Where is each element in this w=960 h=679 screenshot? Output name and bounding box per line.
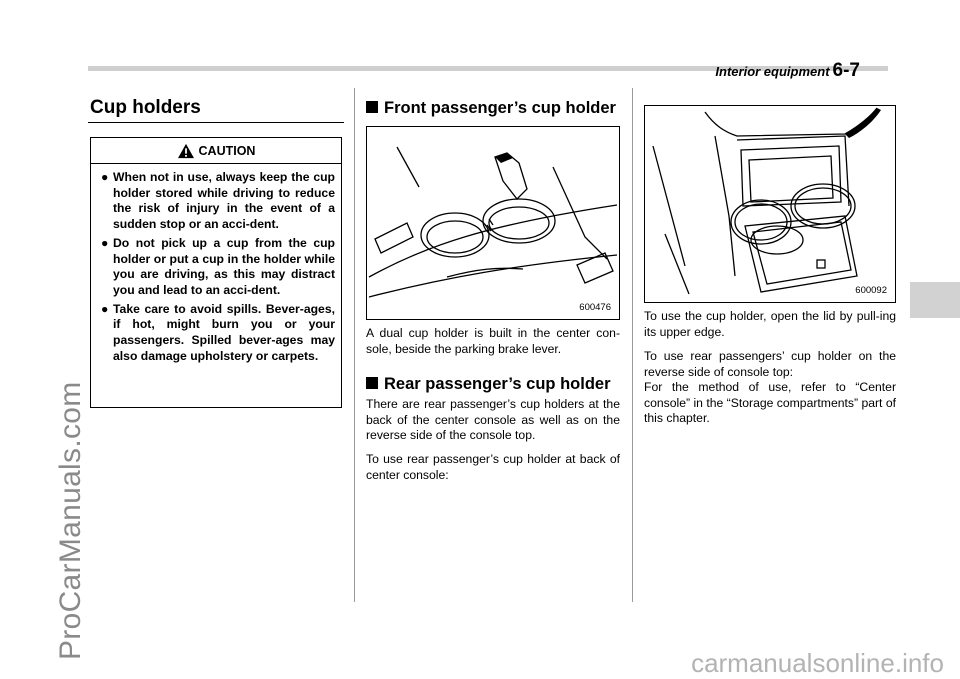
caution-item	[99, 236, 335, 299]
front-heading-text: Front passenger’s cup holder	[384, 99, 616, 117]
caution-box	[90, 137, 342, 408]
front-cup-holder-figure	[366, 126, 620, 320]
rear-heading-text: Rear passenger’s cup holder	[384, 375, 611, 393]
rear-heading	[366, 375, 611, 394]
front-cup-holder-illustration	[367, 127, 619, 319]
section-title: Cup holders	[90, 97, 201, 118]
warning-triangle-icon	[177, 143, 195, 159]
caution-item-text: Do not pick up a cup from the cup holder or put a cup in the holder while you are driving, as this may distract you and lead to an acci-dent.	[113, 235, 335, 297]
caution-item-text: When not in use, always keep the cup holder stored while driving to reduce the risk of injury in the event of a sudden stop or an acci-dent.	[113, 170, 335, 232]
section-rule	[88, 122, 344, 123]
bullet-icon: ●	[101, 170, 109, 184]
column-divider	[632, 88, 633, 602]
square-bullet-icon	[366, 377, 378, 389]
header-title	[715, 60, 860, 82]
col3-paragraph-2a: To use rear passengers’ cup holder on the reverse side of console top:	[644, 349, 896, 379]
watermark-left: ProCarManuals.com	[54, 381, 87, 660]
square-bullet-icon	[366, 101, 378, 113]
chapter-tab	[910, 282, 960, 318]
rear-cup-holder-illustration	[645, 106, 895, 302]
caution-item-text: Take care to avoid spills. Bever-ages, if hot, might burn you or your passengers. Spilled bever-ages may also damage upholstery or carpets.	[113, 301, 335, 363]
caution-item	[99, 170, 335, 233]
figure-code: 600476	[579, 302, 611, 313]
front-heading	[366, 99, 616, 118]
rear-cup-holder-figure	[644, 105, 896, 303]
caution-label: CAUTION	[198, 143, 256, 158]
rear-paragraph-1: There are rear passenger’s cup holders at the back of the center console as well as on the reverse side of the console top.	[366, 397, 620, 442]
col3-paragraph-2b: For the method of use, refer to “Center console” in the “Storage compartments” part of this chapter.	[644, 380, 896, 425]
front-paragraph: A dual cup holder is built in the center con-sole, beside the parking brake lever.	[366, 326, 620, 356]
bullet-icon: ●	[101, 235, 109, 250]
page-number: 6-7	[832, 60, 860, 81]
caution-item	[99, 302, 335, 365]
watermark-bottom: carmanualsonline.info	[691, 648, 944, 678]
figure-code: 600092	[855, 285, 887, 296]
column-divider	[354, 88, 355, 602]
bullet-icon: ●	[101, 301, 109, 316]
chapter-title: Interior equipment	[715, 64, 830, 79]
caution-header	[91, 138, 341, 164]
rear-paragraph-2: To use rear passenger’s cup holder at back of center console:	[366, 452, 620, 482]
caution-list	[99, 170, 335, 367]
col3-paragraph-1: To use the cup holder, open the lid by pull-ing its upper edge.	[644, 309, 896, 339]
